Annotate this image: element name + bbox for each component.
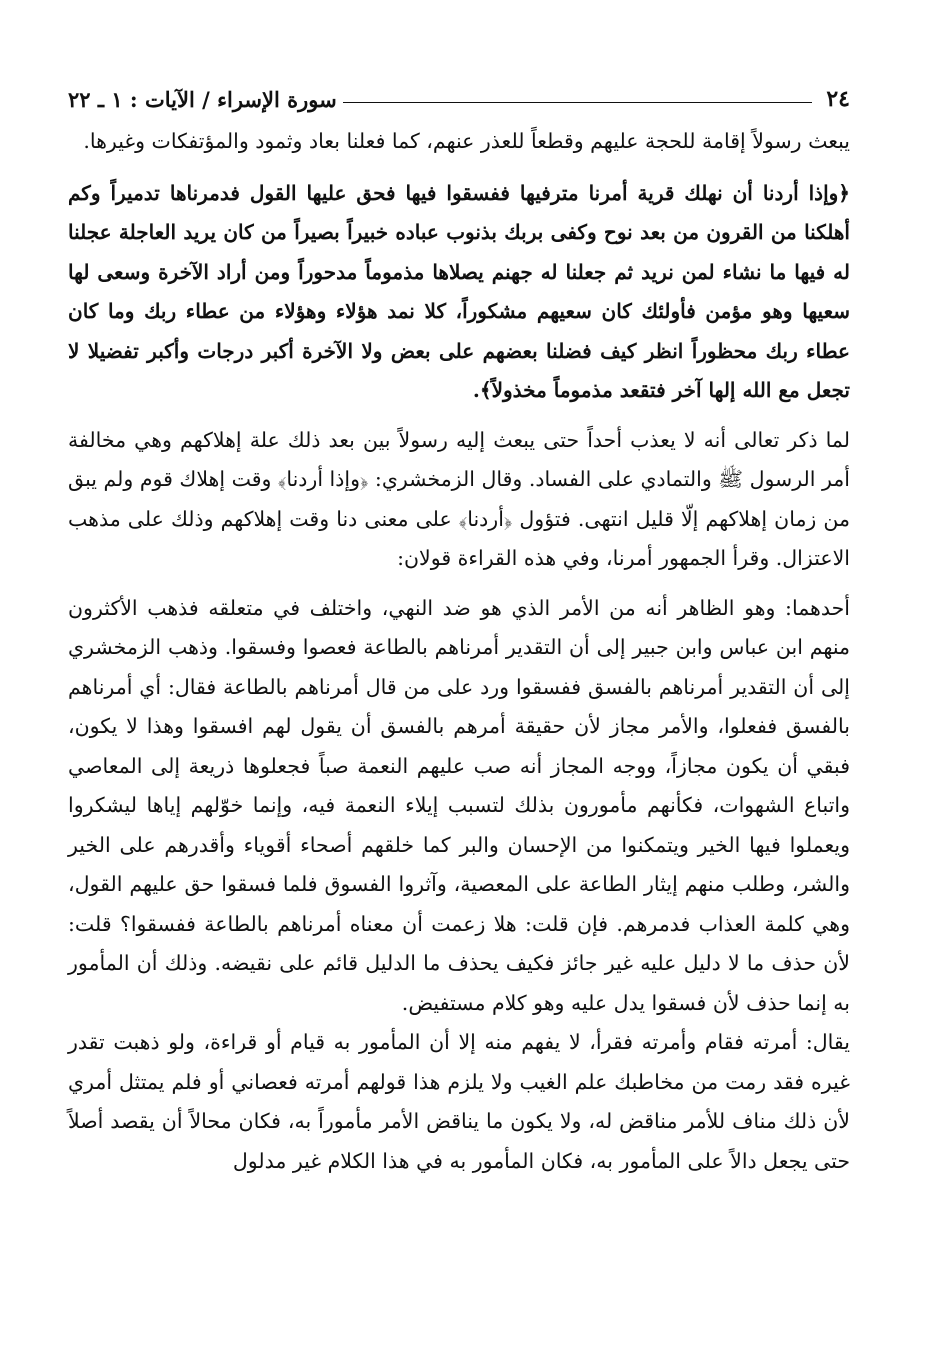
paragraph-continuation: يقال: أمرته فقام وأمرته فقرأ، لا يفهم منه إلا أن المأمور به قيام أو قراءة، ولو ذهبت تقدر غيره فقد رمت من مخاطبك علم الغيب ولا يلزم هذا قولهم أمرته فعصاني أو فلم يمتثل أمري لأن ذلك مناف للأمر مناقض له، ولا يكون ما يناقض الأمر مأموراً به، فكان محالاً أن يقصد أصلاً حتى يجعل دالاً على المأمور به، فكان المأمور به في هذا الكلام غير مدلول bbox=[68, 1030, 850, 1173]
quran-verses: ﴿وإذا أردنا أن نهلك قرية أمرنا مترفيها ففسقوا فيها فحق عليها القول فدمرناها تدميراً وكم أهلكنا من القرون من بعد نوح وكفى بربك بذنوب عباده خبيراً بصيراً من كان يريد العاجلة عجلنا له فيها ما نشاء لمن نريد ثم جعلنا له جهنم يصلاها مذموماً مدحوراً ومن أراد الآخرة وسعى لها سعيها وهو مؤمن فأولئك كان سعيهم مشكوراً، كلا نمد هؤلاء وهؤلاء من عطاء ربك وما كان عطاء ربك محظوراً انظر كيف فضلنا بعضهم على بعض ولا الآخرة أكبر درجات وأكبر تفضيلا لا تجعل مع الله إلها آخر فتقعد مذموماً مخذولاً﴾. bbox=[68, 180, 850, 402]
paragraph-first-opinion: أحدهما: وهو الظاهر أنه من الأمر الذي هو ضد النهي، واختلف في متعلقه فذهب الأكثرون منهم ابن عباس وابن جبير إلى أن التقدير أمرناهم بالطاعة فعصوا وفسقوا. وذهب الزمخشري إلى أن التقدير أمرناهم بالفسق ففسقوا ورد على من قال أمرناهم بالطاعة فقال: أي أمرناهم بالفسق ففعلوا، والأمر مجاز لأن حقيقة أمرهم بالفسق أن يقول لهم افسقوا وهذا لا يكون، فبقي أن يكون مجازاً، ووجه المجاز أنه صب عليهم النعمة صباً فجعلوها ذريعة إلى المعاصي واتباع الشهوات، فكأنهم مأمورون بذلك لتسبب إيلاء النعمة فيه، وإنما خوّلهم إياها ليشكروا ويعملوا فيها الخير ويتمكنوا من الإحسان والبر كما خلقهم أصحاء أقوياء وأقدرهم على الخير والشر، وطلب منهم إيثار الطاعة على المعصية، وآثروا الفسوق فلما فسقوا حق عليهم القول، وهي كلمة العذاب فدمرهم. فإن قلت: هلا زعمت أن معناه أمرناهم بالطاعة ففسقوا؟ قلت: لأن حذف ما لا دليل عليه غير جائز فكيف يحذف ما الدليل قائم على نقيضه. وذلك أن المأمور به إنما حذف لأن فسقوا يدل عليه وهو كلام مستفيض. bbox=[68, 595, 850, 1015]
running-header bbox=[68, 72, 850, 112]
surah-title: سورة الإسراء / الآيات : ١ ـ ٢٢ bbox=[68, 87, 337, 112]
header-divider bbox=[343, 102, 813, 103]
paragraph-commentary: لما ذكر تعالى أنه لا يعذب أحداً حتى يبعث إليه رسولاً بين بعد ذلك علة إهلاكهم وهي مخالفة أمر الرسول ﷺ والتمادي على الفساد. وقال الزمخشري: ﴿وإذا أردنا﴾ وقت إهلاك قوم ولم يبق من زمان إهلاكهم إلّا قليل انتهى. فتؤول ﴿أردنا﴾ على معنى دنا وقت إهلاكهم وذلك على مذهب الاعتزال. وقرأ الجمهور أمرنا، وفي هذه القراءة قولان: bbox=[68, 427, 850, 570]
paragraph-intro: يبعث رسولاً إقامة للحجة عليهم وقطعاً للعذر عنهم، كما فعلنا بعاد وثمود والمؤتفكات وغيرها. bbox=[83, 129, 850, 153]
book-page bbox=[68, 72, 850, 1181]
page-number: ٢٤ bbox=[826, 86, 850, 112]
